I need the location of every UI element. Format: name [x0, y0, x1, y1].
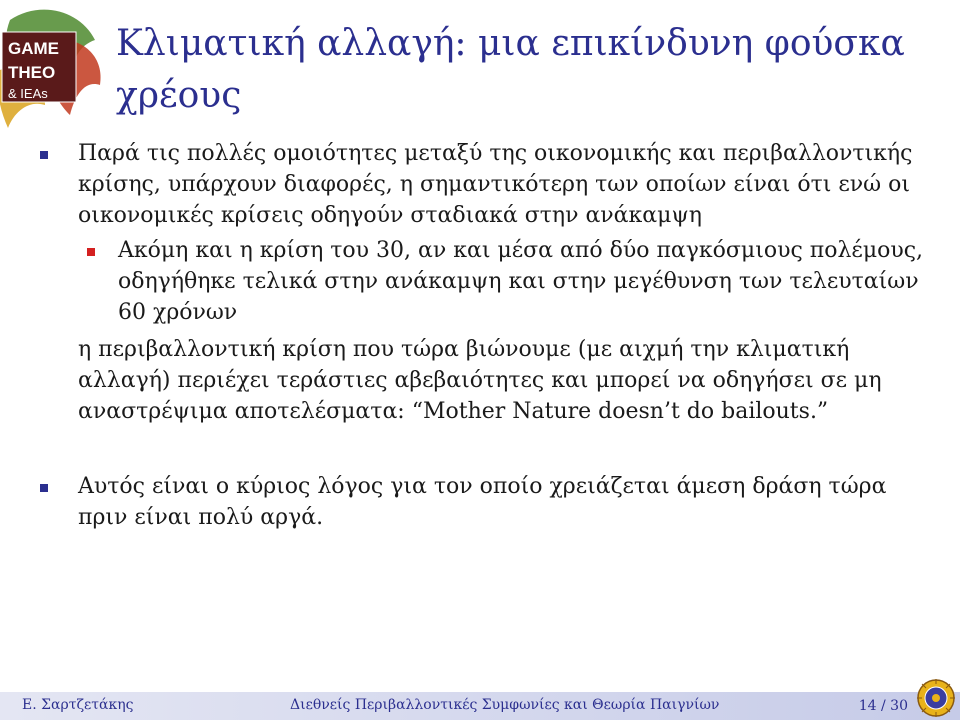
bullet-text: Παρά τις πολλές ομοιότητες μεταξύ της οικονομικής και περιβαλλοντικής κρίσης, υπάρχουν διαφορές, η σημαντικότερη των οποίων είναι ότι ενώ οι οικονομικές κρίσεις οδηγούν σταδιακά στην ανάκαμψη [78, 141, 913, 228]
footer-talk-title: Διεθνείς Περιβαλλοντικές Συμφωνίες και Θεωρία Παιγνίων [290, 697, 720, 713]
square-bullet-icon [40, 484, 48, 492]
university-emblem-icon [916, 678, 956, 718]
svg-text:THEO: THEO [8, 63, 56, 82]
footer-author: Ε. Σαρτζετάκης [22, 697, 134, 713]
sub-bullet-item [40, 235, 930, 328]
footer-bar [0, 692, 960, 720]
square-bullet-icon [87, 248, 95, 256]
slide-title: Κλιματική αλλαγή: μια επικίνδυνη φούσκα χρέους [116, 23, 905, 116]
page-number: 14 / 30 [858, 698, 908, 714]
svg-text:& IEAs: & IEAs [8, 86, 48, 101]
sub-bullet-text: Ακόμη και η κρίση του 30, αν και μέσα από δύο παγκόσμιους πολέμους, οδηγήθηκε τελικά στην ανάκαμψη και στην μεγέθυνση των τελευταίων 60 χρόνων [118, 238, 924, 325]
square-bullet-icon [40, 151, 48, 159]
bullet-item [40, 138, 930, 231]
svg-text:GAME: GAME [8, 39, 59, 58]
leaf-logo-icon [0, 0, 110, 130]
continuation-text: η περιβαλλοντική κρίση που τώρα βιώνουμε (με αιχμή την κλιματική αλλαγή) περιέχει τεράστιες αβεβαιότητες και μπορεί να οδηγήσει σε μη αναστρέψιμα αποτελέσματα: “Mother Nature doesn’t do bailouts.” [78, 337, 882, 424]
bullet-item [40, 471, 930, 533]
game-theory-logo [0, 0, 110, 130]
slide-content [40, 138, 930, 533]
bullet-text: Αυτός είναι ο κύριος λόγος για τον οποίο χρειάζεται άμεση δράση τώρα πριν είναι πολύ αργά. [78, 474, 887, 530]
